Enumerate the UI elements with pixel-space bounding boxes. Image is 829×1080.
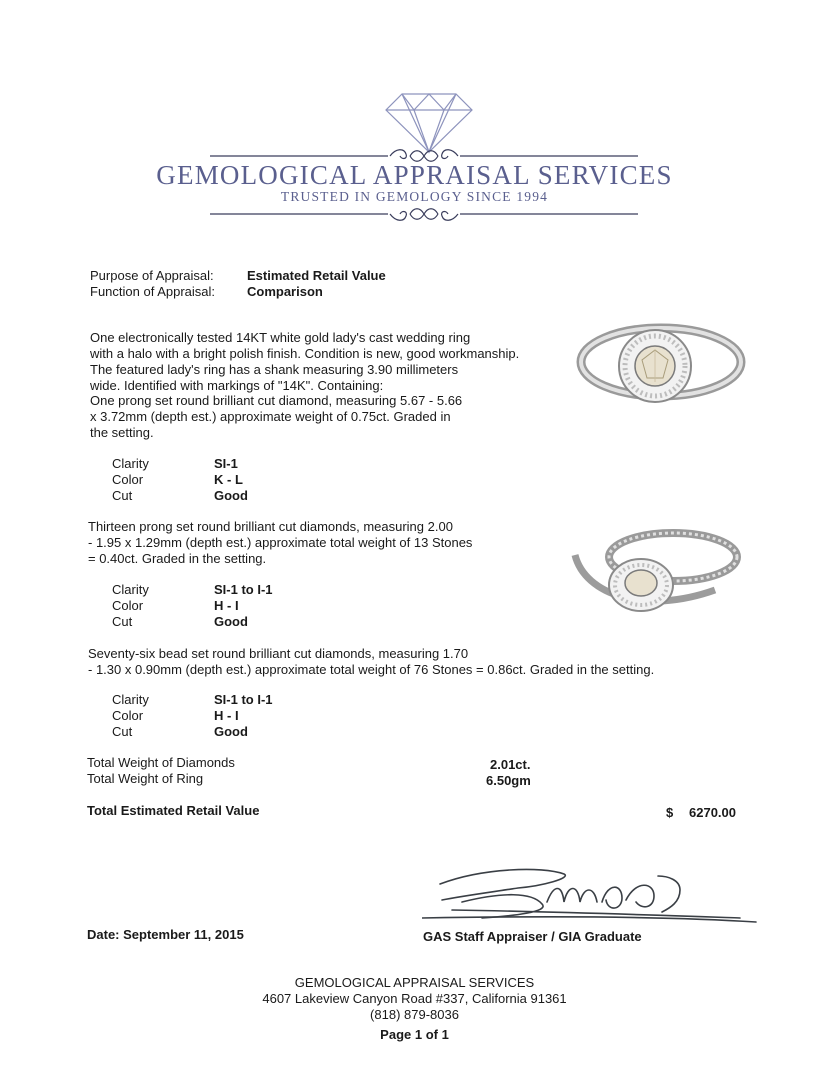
color-value: H - I [214, 598, 239, 613]
appraiser-title: GAS Staff Appraiser / GIA Graduate [423, 929, 642, 944]
stone-line: - 1.30 x 0.90mm (depth est.) approximate total weight of 76 Stones = 0.86ct. Graded in the setting. [88, 662, 655, 677]
stone-line: x 3.72mm (depth est.) approximate weight of 0.75ct. Graded in [90, 409, 451, 424]
description-line: One electronically tested 14KT white gold lady's cast wedding ring [90, 330, 471, 345]
total-ring-value: 6.50gm [486, 773, 531, 788]
cut-label: Cut [112, 488, 133, 503]
logo-ornament-bottom [210, 204, 638, 226]
cut-value: Good [214, 488, 248, 503]
description-line: wide. Identified with markings of "14K". Containing: [90, 378, 384, 393]
appraiser-signature [422, 862, 758, 928]
description-line: with a halo with a bright polish finish. Condition is new, good workmanship. [90, 346, 520, 361]
footer-company: GEMOLOGICAL APPRAISAL SERVICES [294, 975, 535, 990]
stone-2-description [88, 519, 558, 567]
total-diamonds-value: 2.01ct. [490, 757, 531, 772]
cut-value: Good [214, 614, 248, 629]
function-label: Function of Appraisal: [90, 284, 216, 299]
cut-value: Good [214, 724, 248, 739]
stone-line: - 1.95 x 1.29mm (depth est.) approximate total weight of 13 Stones [88, 535, 473, 550]
color-value: K - L [214, 472, 243, 487]
ring-description [90, 330, 560, 394]
clarity-label: Clarity [112, 582, 149, 597]
purpose-label: Purpose of Appraisal: [90, 268, 214, 283]
color-label: Color [112, 708, 144, 723]
clarity-value: SI-1 to I-1 [214, 692, 273, 707]
company-title: GEMOLOGICAL APPRAISAL SERVICES [156, 160, 673, 190]
currency-symbol: $ [666, 805, 674, 820]
total-retail-label: Total Estimated Retail Value [87, 803, 260, 818]
clarity-label: Clarity [112, 456, 149, 471]
color-label: Color [112, 598, 144, 613]
stone-line: = 0.40ct. Graded in the setting. [88, 551, 267, 566]
cut-label: Cut [112, 614, 133, 629]
color-value: H - I [214, 708, 239, 723]
stone-3-description [88, 646, 708, 678]
stone-1-description [90, 393, 560, 441]
total-ring-label: Total Weight of Ring [87, 771, 204, 786]
ring-photo-top [573, 300, 748, 430]
function-value: Comparison [247, 284, 323, 299]
footer-phone: (818) 879-8036 [370, 1007, 459, 1022]
ring-photo-side [565, 515, 745, 625]
clarity-value: SI-1 to I-1 [214, 582, 273, 597]
footer-address: 4607 Lakeview Canyon Road #337, California 91361 [262, 991, 567, 1006]
appraisal-date: Date: September 11, 2015 [87, 927, 244, 942]
company-tagline: TRUSTED IN GEMOLOGY SINCE 1994 [280, 189, 549, 204]
clarity-label: Clarity [112, 692, 149, 707]
page-number: Page 1 of 1 [380, 1027, 449, 1042]
total-diamonds-label: Total Weight of Diamonds [87, 755, 235, 770]
purpose-value: Estimated Retail Value [247, 268, 386, 283]
stone-line: Thirteen prong set round brilliant cut diamonds, measuring 2.00 [88, 519, 453, 534]
color-label: Color [112, 472, 144, 487]
stone-line: One prong set round brilliant cut diamond, measuring 5.67 - 5.66 [90, 393, 463, 408]
clarity-value: SI-1 [214, 456, 238, 471]
stone-line: Seventy-six bead set round brilliant cut diamonds, measuring 1.70 [88, 646, 469, 661]
cut-label: Cut [112, 724, 133, 739]
description-line: The featured lady's ring has a shank measuring 3.90 millimeters [90, 362, 459, 377]
stone-line: the setting. [90, 425, 154, 440]
total-retail-value: 6270.00 [689, 805, 736, 820]
